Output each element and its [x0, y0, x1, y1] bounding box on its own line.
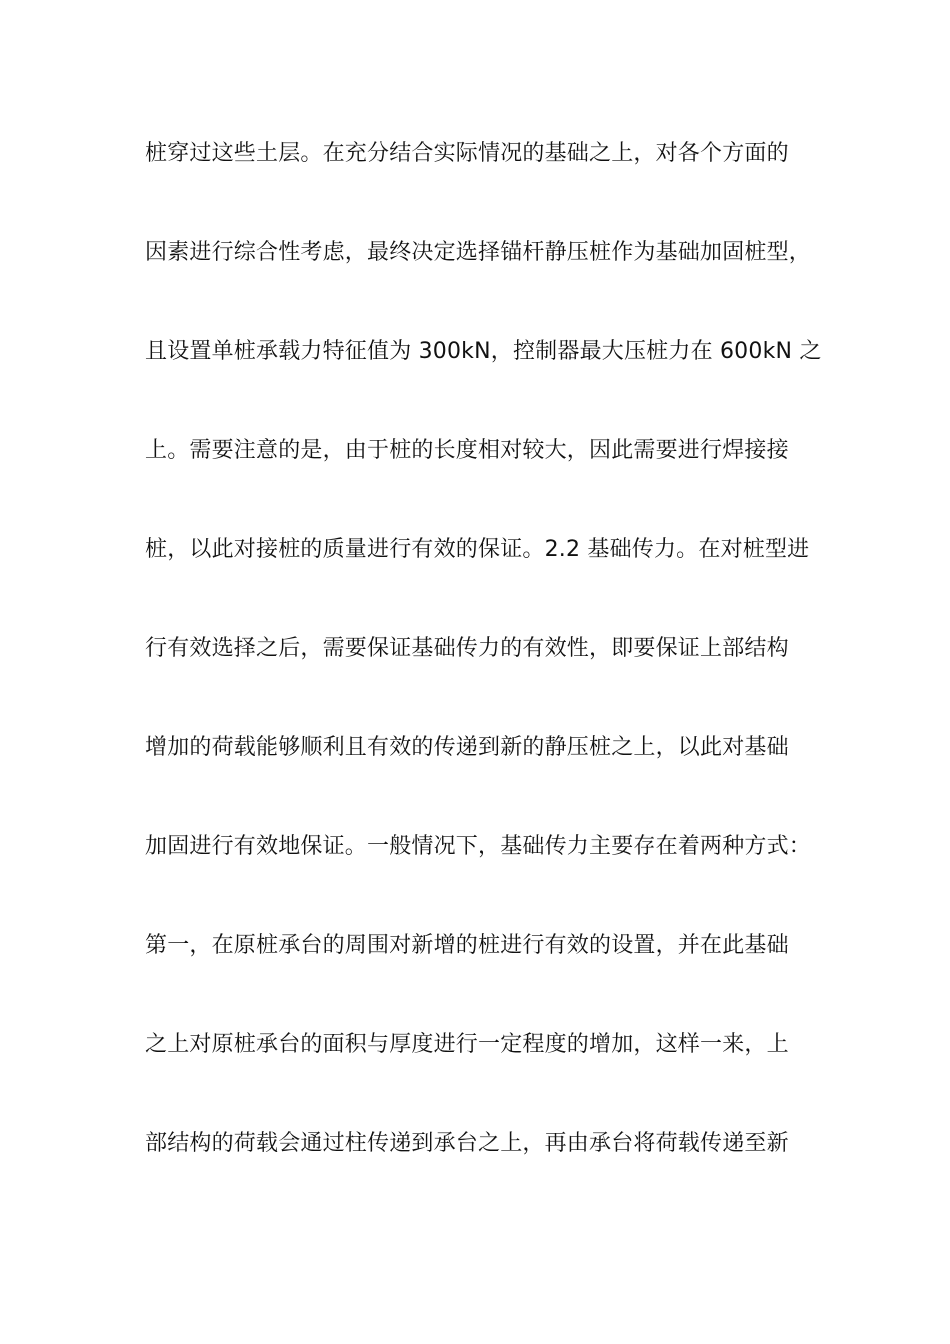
- text-line: 桩穿过这些土层。在充分结合实际情况的基础之上，对各个方面的: [145, 141, 789, 166]
- text-line: 部结构的荷载会通过柱传递到承台之上，再由承台将荷载传递至新: [145, 1131, 789, 1156]
- text-line: 行有效选择之后，需要保证基础传力的有效性，即要保证上部结构: [145, 636, 789, 661]
- text-line: 加固进行有效地保证。一般情况下，基础传力主要存在着两种方式：: [145, 834, 812, 859]
- text-line: 因素进行综合性考虑，最终决定选择锚杆静压桩作为基础加固桩型，: [145, 240, 812, 265]
- text-line: 之上对原桩承台的面积与厚度进行一定程度的增加，这样一来，上: [145, 1032, 789, 1057]
- text-line: 增加的荷载能够顺利且有效的传递到新的静压桩之上，以此对基础: [145, 735, 789, 760]
- text-line: 桩，以此对接桩的质量进行有效的保证。2.2 基础传力。在对桩型进: [145, 537, 810, 562]
- text-line: 上。需要注意的是，由于桩的长度相对较大，因此需要进行焊接接: [145, 438, 789, 463]
- text-line: 第一，在原桩承台的周围对新增的桩进行有效的设置，并在此基础: [145, 933, 789, 958]
- text-line: 且设置单桩承载力特征值为 300kN，控制器最大压桩力在 600kN 之: [145, 339, 822, 364]
